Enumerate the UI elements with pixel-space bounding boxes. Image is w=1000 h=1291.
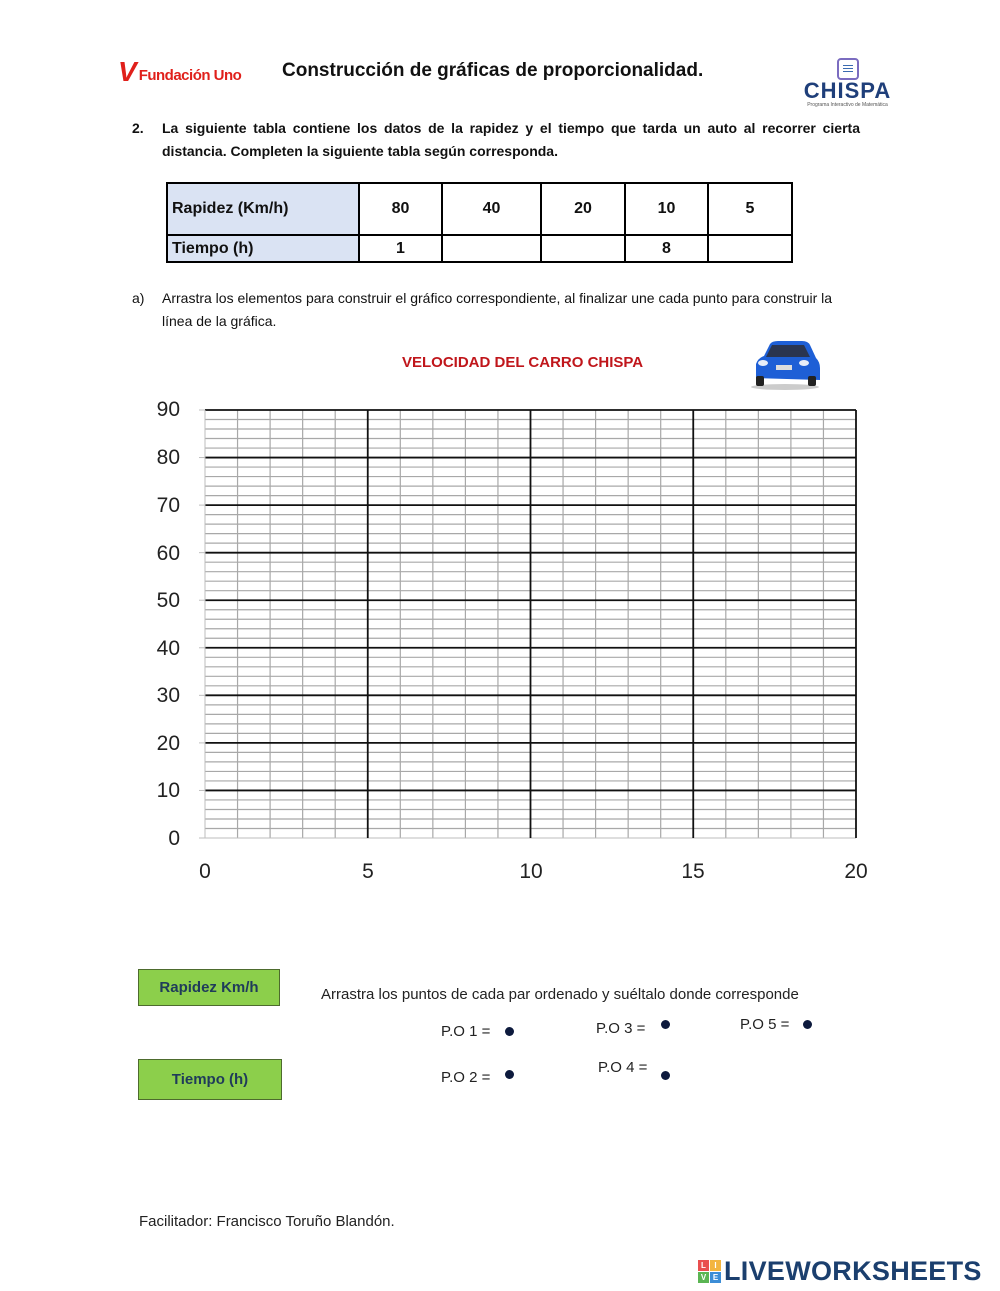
fundacion-uno-mark-icon: V <box>118 56 137 87</box>
y-tick-label: 40 <box>156 637 180 660</box>
y-tick-label: 50 <box>156 589 180 612</box>
brand-letter: L <box>698 1260 709 1271</box>
chispa-logo-subtext: Programa Interactivo de Matemática <box>807 102 888 108</box>
point-label-3: P.O 3 = <box>596 1020 646 1037</box>
draggable-label-rapidez[interactable]: Rapidez Km/h <box>138 969 280 1006</box>
y-tick-label: 90 <box>156 398 180 421</box>
brand-letter: V <box>698 1272 709 1283</box>
point-label-2: P.O 2 = <box>441 1069 491 1086</box>
chispa-logo-text: CHISPA <box>803 78 892 103</box>
page-title: Construcción de gráficas de proporcionalidad. <box>282 60 704 81</box>
table-cell: 1 <box>359 235 442 262</box>
draggable-point-3-icon[interactable] <box>661 1020 670 1029</box>
chart-title: VELOCIDAD DEL CARRO CHISPA <box>402 354 644 371</box>
x-tick-label: 20 <box>844 860 868 883</box>
facilitator-credit: Facilitador: Francisco Toruño Blandón. <box>139 1213 395 1230</box>
row-header: Tiempo (h) <box>167 235 359 262</box>
fundacion-uno-logo-text: Fundación Uno <box>138 67 242 84</box>
draggable-point-1-icon[interactable] <box>505 1027 514 1036</box>
table-cell: 10 <box>625 183 708 235</box>
y-tick-label: 0 <box>168 827 180 850</box>
y-tick-label: 20 <box>156 732 180 755</box>
y-tick-label: 60 <box>156 542 180 565</box>
x-tick-label: 10 <box>519 860 543 883</box>
table-cell: 40 <box>442 183 541 235</box>
point-label-5: P.O 5 = <box>740 1016 790 1033</box>
liveworksheets-logo <box>698 1256 982 1287</box>
question-text: Arrastra los elementos para construir el gráfico correspondiente, al finalizar une cada punto para construir la línea de la gráfica. <box>162 290 833 329</box>
y-tick-label: 80 <box>156 446 180 469</box>
table-cell: 8 <box>625 235 708 262</box>
brand-letter: I <box>710 1260 721 1271</box>
x-tick-label: 5 <box>362 860 374 883</box>
question-text: La siguiente tabla contiene los datos de la rapidez y el tiempo que tarda un auto al recorrer cierta distancia. Completen la siguiente tabla según corresponda. <box>162 120 860 159</box>
x-tick-label: 15 <box>681 860 705 883</box>
drag-instruction: Arrastra los puntos de cada par ordenado y suéltalo donde corresponde <box>321 986 799 1003</box>
y-tick-label: 30 <box>156 684 180 707</box>
question-number: a) <box>132 290 145 306</box>
draggable-label-tiempo[interactable]: Tiempo (h) <box>138 1059 282 1100</box>
liveworksheets-blocks-icon <box>698 1260 721 1283</box>
row-header: Rapidez (Km/h) <box>167 183 359 235</box>
table-cell: 20 <box>541 183 625 235</box>
point-label-4: P.O 4 = <box>598 1059 648 1076</box>
brand-letter: E <box>710 1272 721 1283</box>
y-tick-label: 10 <box>156 779 180 802</box>
table-cell: 80 <box>359 183 442 235</box>
question-number: 2. <box>132 120 144 136</box>
draggable-point-4-icon[interactable] <box>661 1071 670 1080</box>
liveworksheets-wordmark: LIVEWORKSHEETS <box>724 1256 982 1286</box>
draggable-point-5-icon[interactable] <box>803 1020 812 1029</box>
table-cell: 5 <box>708 183 792 235</box>
point-label-1: P.O 1 = <box>441 1023 491 1040</box>
y-tick-label: 70 <box>156 494 180 517</box>
draggable-point-2-icon[interactable] <box>505 1070 514 1079</box>
x-tick-label: 0 <box>199 860 211 883</box>
